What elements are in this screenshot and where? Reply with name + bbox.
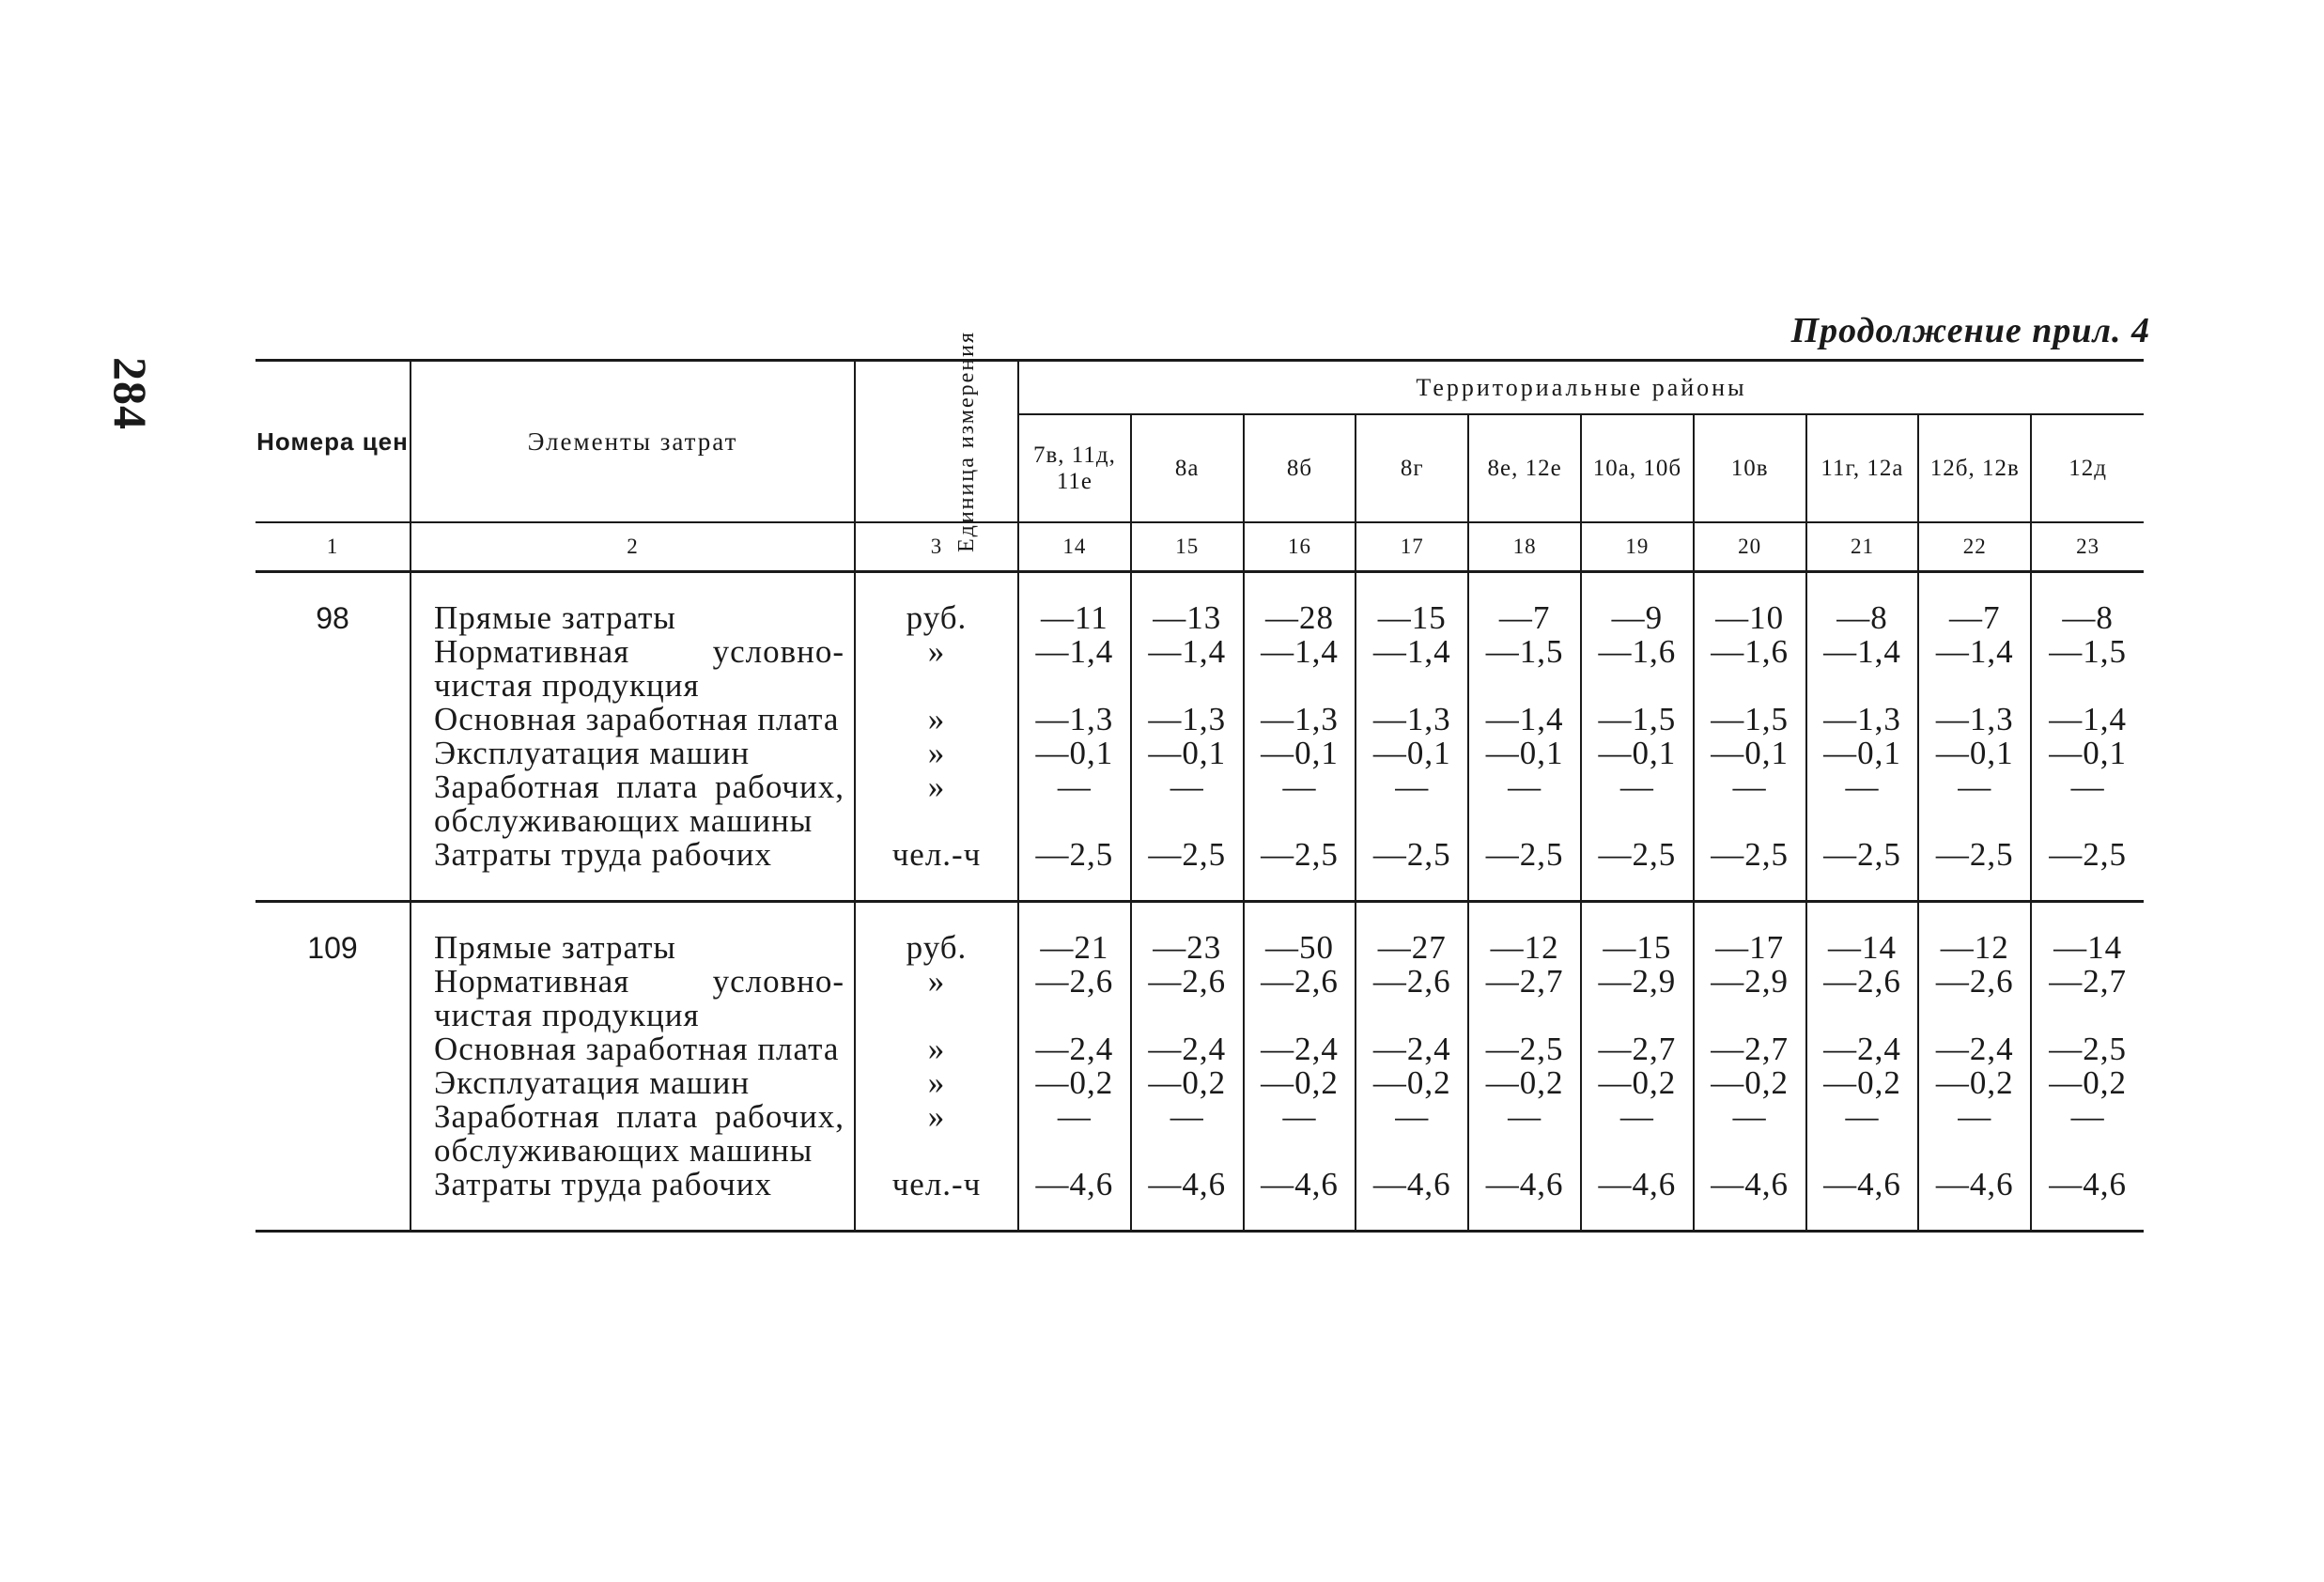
value-cell: —1,5 — [1581, 703, 1694, 737]
value-cell: —1,5 — [1468, 635, 1581, 703]
value-cell: — — [2031, 770, 2144, 838]
value-cell: —12 — [1468, 902, 1581, 966]
value-cell: —2,5 — [1356, 838, 1468, 902]
value-cell: —1,4 — [2031, 703, 2144, 737]
value-cell: —2,4 — [1356, 1032, 1468, 1066]
cost-element-cell: Прямые затраты — [411, 902, 855, 966]
table-body — [256, 572, 2144, 1232]
value-cell: —0,1 — [1581, 737, 1694, 770]
value-cell: —50 — [1244, 902, 1356, 966]
cost-element-cell: Эксплуатация машин — [411, 1066, 855, 1100]
value-cell: —9 — [1581, 572, 1694, 636]
value-cell: — — [1806, 1100, 1919, 1168]
value-cell: —1,6 — [1581, 635, 1694, 703]
value-cell: —2,4 — [1131, 1032, 1244, 1066]
header-region: 8г — [1356, 414, 1468, 522]
value-cell: — — [1694, 1100, 1806, 1168]
value-cell: —14 — [2031, 902, 2144, 966]
value-cell: —0,1 — [2031, 737, 2144, 770]
value-cell: —2,7 — [2031, 965, 2144, 1032]
value-cell: —0,1 — [1356, 737, 1468, 770]
value-cell: —2,4 — [1244, 1032, 1356, 1066]
value-cell: — — [1244, 770, 1356, 838]
value-cell: — — [1918, 770, 2031, 838]
value-cell: —0,2 — [1018, 1066, 1131, 1100]
value-cell: —2,6 — [1356, 965, 1468, 1032]
price-number-cell — [256, 838, 411, 902]
cost-element-cell: Эксплуатация машин — [411, 737, 855, 770]
cost-element-cell: Заработная плата рабочих, обслуживающих машины — [411, 1100, 855, 1168]
value-cell: —1,3 — [1356, 703, 1468, 737]
table-row — [256, 737, 2144, 770]
header-unit-label: Единица измерения — [954, 330, 980, 553]
price-number-cell — [256, 737, 411, 770]
value-cell: — — [1806, 770, 1919, 838]
value-cell: —1,4 — [1806, 635, 1919, 703]
value-cell: —7 — [1468, 572, 1581, 636]
column-number: 20 — [1694, 522, 1806, 572]
value-cell: —2,5 — [1581, 838, 1694, 902]
value-cell: — — [1018, 1100, 1131, 1168]
value-cell: —2,7 — [1581, 1032, 1694, 1066]
value-cell: —1,5 — [2031, 635, 2144, 703]
value-cell: —1,4 — [1131, 635, 1244, 703]
value-cell: —0,2 — [1131, 1066, 1244, 1100]
value-cell: —0,1 — [1694, 737, 1806, 770]
column-number: 1 — [256, 522, 411, 572]
column-number: 22 — [1918, 522, 2031, 572]
value-cell: —1,6 — [1694, 635, 1806, 703]
value-cell: —10 — [1694, 572, 1806, 636]
value-cell: —2,5 — [1694, 838, 1806, 902]
table-row — [256, 635, 2144, 703]
value-cell: —2,5 — [2031, 838, 2144, 902]
value-cell: —8 — [1806, 572, 1919, 636]
value-cell: — — [1581, 770, 1694, 838]
value-cell: —1,3 — [1806, 703, 1919, 737]
header-region: 8а — [1131, 414, 1244, 522]
header-region: 12д — [2031, 414, 2144, 522]
value-cell: —2,9 — [1581, 965, 1694, 1032]
value-cell: —0,2 — [1918, 1066, 2031, 1100]
value-cell: —0,1 — [1806, 737, 1919, 770]
value-cell: —1,4 — [1468, 703, 1581, 737]
cost-element-cell: Затраты труда рабочих — [411, 1168, 855, 1232]
value-cell: —1,3 — [1131, 703, 1244, 737]
value-cell: —4,6 — [1131, 1168, 1244, 1232]
cost-element-cell: Основная заработная плата — [411, 703, 855, 737]
value-cell: —0,2 — [2031, 1066, 2144, 1100]
value-cell: —1,4 — [1018, 635, 1131, 703]
header-unit — [855, 330, 1018, 553]
value-cell: — — [1918, 1100, 2031, 1168]
value-cell: —27 — [1356, 902, 1468, 966]
value-cell: —13 — [1131, 572, 1244, 636]
value-cell: —1,5 — [1694, 703, 1806, 737]
value-cell: —0,2 — [1806, 1066, 1919, 1100]
value-cell: —0,2 — [1244, 1066, 1356, 1100]
value-cell: — — [1581, 1100, 1694, 1168]
value-cell: — — [1018, 770, 1131, 838]
value-cell: —2,6 — [1244, 965, 1356, 1032]
value-cell: —0,1 — [1244, 737, 1356, 770]
value-cell: —28 — [1244, 572, 1356, 636]
table-row — [256, 703, 2144, 737]
price-number-cell — [256, 770, 411, 838]
value-cell: —1,4 — [1918, 635, 2031, 703]
value-cell: —2,6 — [1018, 965, 1131, 1032]
value-cell: —2,5 — [1806, 838, 1919, 902]
value-cell: —1,4 — [1356, 635, 1468, 703]
table-row — [256, 770, 2144, 838]
value-cell: — — [2031, 1100, 2144, 1168]
header-column-numbers — [256, 522, 2144, 572]
value-cell: —2,5 — [1468, 1032, 1581, 1066]
table-row — [256, 965, 2144, 1032]
value-cell: —4,6 — [1468, 1168, 1581, 1232]
value-cell: —4,6 — [1356, 1168, 1468, 1232]
unit-cell: руб. — [855, 902, 1018, 966]
value-cell: —15 — [1581, 902, 1694, 966]
header-territorial-regions: Территориальные районы — [1018, 361, 2144, 415]
value-cell: —0,1 — [1918, 737, 2031, 770]
value-cell: —2,6 — [1806, 965, 1919, 1032]
unit-cell: руб. — [855, 572, 1018, 636]
value-cell: — — [1468, 770, 1581, 838]
header-region: 10в — [1694, 414, 1806, 522]
header-elements: Элементы затрат — [411, 361, 855, 523]
value-cell: —0,2 — [1694, 1066, 1806, 1100]
table-row — [256, 838, 2144, 902]
table-row — [256, 902, 2144, 966]
value-cell: — — [1131, 770, 1244, 838]
unit-cell: чел.-ч — [855, 1168, 1018, 1232]
value-cell: — — [1131, 1100, 1244, 1168]
value-cell: —2,4 — [1806, 1032, 1919, 1066]
value-cell: —4,6 — [1581, 1168, 1694, 1232]
column-number: 14 — [1018, 522, 1131, 572]
value-cell: —4,6 — [1244, 1168, 1356, 1232]
header-price-number: Номера цен — [256, 361, 411, 523]
value-cell: —1,3 — [1018, 703, 1131, 737]
value-cell: —0,1 — [1131, 737, 1244, 770]
price-number-cell — [256, 703, 411, 737]
column-number: 17 — [1356, 522, 1468, 572]
column-number: 21 — [1806, 522, 1919, 572]
cost-element-cell: Основная заработная плата — [411, 1032, 855, 1066]
value-cell: —0,2 — [1356, 1066, 1468, 1100]
value-cell: —8 — [2031, 572, 2144, 636]
table-row — [256, 1066, 2144, 1100]
value-cell: —21 — [1018, 902, 1131, 966]
unit-cell: » — [855, 1066, 1018, 1100]
value-cell: —2,6 — [1131, 965, 1244, 1032]
unit-cell: » — [855, 703, 1018, 737]
column-number: 2 — [411, 522, 855, 572]
header-region: 8б — [1244, 414, 1356, 522]
value-cell: —4,6 — [1806, 1168, 1919, 1232]
value-cell: —12 — [1918, 902, 2031, 966]
unit-cell: » — [855, 635, 1018, 703]
price-number-cell — [256, 1066, 411, 1100]
value-cell: —4,6 — [1694, 1168, 1806, 1232]
column-number: 15 — [1131, 522, 1244, 572]
value-cell: —2,9 — [1694, 965, 1806, 1032]
value-cell: —2,5 — [1918, 838, 2031, 902]
unit-cell: » — [855, 737, 1018, 770]
value-cell: —0,1 — [1018, 737, 1131, 770]
cost-element-cell: Затраты труда рабочих — [411, 838, 855, 902]
cost-element-cell: Заработная плата рабочих, обслуживающих машины — [411, 770, 855, 838]
unit-cell: » — [855, 770, 1018, 838]
value-cell: —2,4 — [1018, 1032, 1131, 1066]
page-number: 284 — [104, 357, 157, 430]
value-cell: —7 — [1918, 572, 2031, 636]
value-cell: —14 — [1806, 902, 1919, 966]
price-number-cell — [256, 1168, 411, 1232]
price-number-cell — [256, 1100, 411, 1168]
column-number: 19 — [1581, 522, 1694, 572]
value-cell: —2,5 — [1244, 838, 1356, 902]
value-cell: — — [1244, 1100, 1356, 1168]
value-cell: —0,1 — [1468, 737, 1581, 770]
value-cell: —2,4 — [1918, 1032, 2031, 1066]
value-cell: —1,3 — [1918, 703, 2031, 737]
unit-cell: » — [855, 1100, 1018, 1168]
column-number: 3 — [855, 522, 1018, 572]
price-number-cell — [256, 635, 411, 703]
value-cell: —2,7 — [1468, 965, 1581, 1032]
table-row — [256, 1100, 2144, 1168]
price-number-cell: 98 — [316, 601, 349, 635]
value-cell: —2,5 — [1131, 838, 1244, 902]
value-cell: —2,7 — [1694, 1032, 1806, 1066]
value-cell: —4,6 — [2031, 1168, 2144, 1232]
value-cell: —4,6 — [1018, 1168, 1131, 1232]
header-region: 8е, 12е — [1468, 414, 1581, 522]
header-region: 11г, 12а — [1806, 414, 1919, 522]
table-row — [256, 572, 2144, 636]
value-cell: —15 — [1356, 572, 1468, 636]
value-cell: —2,5 — [1468, 838, 1581, 902]
value-cell: —11 — [1018, 572, 1131, 636]
value-cell: —0,2 — [1581, 1066, 1694, 1100]
value-cell: —17 — [1694, 902, 1806, 966]
price-number-cell — [256, 965, 411, 1032]
value-cell: —2,5 — [2031, 1032, 2144, 1066]
unit-cell: » — [855, 1032, 1018, 1066]
value-cell: —4,6 — [1918, 1168, 2031, 1232]
cost-element-cell: Прямые затраты — [411, 572, 855, 636]
table-row — [256, 1032, 2144, 1066]
value-cell: —2,6 — [1918, 965, 2031, 1032]
value-cell: — — [1356, 770, 1468, 838]
value-cell: — — [1356, 1100, 1468, 1168]
table-row — [256, 1168, 2144, 1232]
value-cell: —1,3 — [1244, 703, 1356, 737]
price-number-cell — [256, 1032, 411, 1066]
value-cell: —2,5 — [1018, 838, 1131, 902]
header-region: 7в, 11д, 11е — [1018, 414, 1131, 522]
continuation-caption: Продолжение прил. 4 — [1790, 311, 2150, 350]
value-cell: —0,2 — [1468, 1066, 1581, 1100]
value-cell: —23 — [1131, 902, 1244, 966]
column-number: 18 — [1468, 522, 1581, 572]
unit-cell: чел.-ч — [855, 838, 1018, 902]
value-cell: —1,4 — [1244, 635, 1356, 703]
column-number: 16 — [1244, 522, 1356, 572]
header-region: 12б, 12в — [1918, 414, 2031, 522]
unit-cell: » — [855, 965, 1018, 1032]
cost-element-cell: Нормативная условно-чистая продукция — [411, 635, 855, 703]
header-region: 10а, 10б — [1581, 414, 1694, 522]
value-cell: — — [1694, 770, 1806, 838]
value-cell: — — [1468, 1100, 1581, 1168]
price-number-cell: 109 — [256, 902, 411, 966]
cost-element-cell: Нормативная условно-чистая продукция — [411, 965, 855, 1032]
column-number: 23 — [2031, 522, 2144, 572]
